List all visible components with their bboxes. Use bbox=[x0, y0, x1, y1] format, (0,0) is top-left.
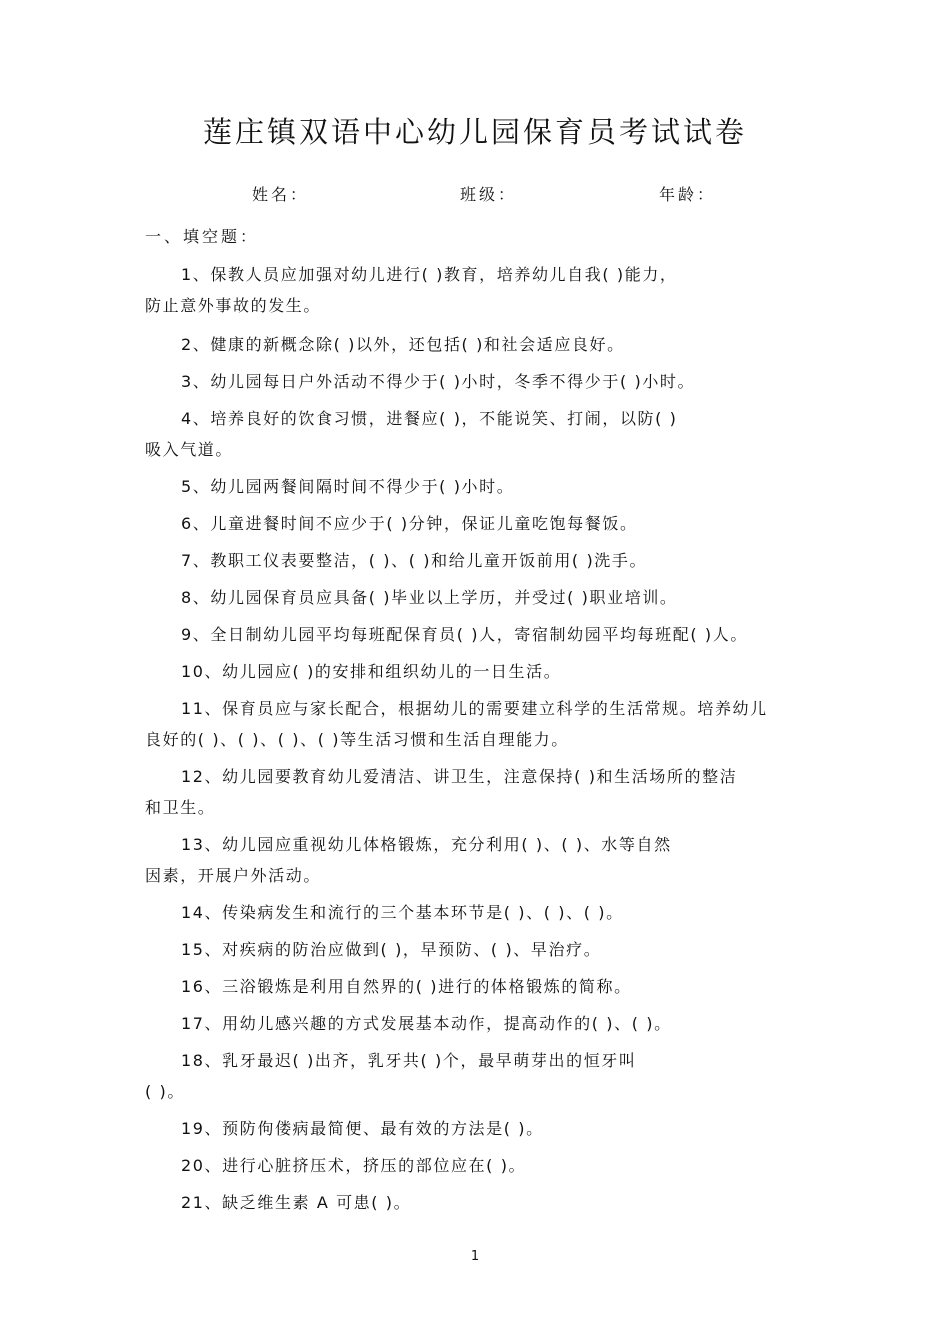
question-20 bbox=[145, 1150, 815, 1181]
question-10 bbox=[145, 656, 815, 687]
question-12 bbox=[145, 761, 815, 823]
question-text: 1、保教人员应加强对幼儿进行( )教育，培养幼儿自我( )能力， bbox=[181, 265, 678, 284]
question-15 bbox=[145, 934, 815, 965]
page-title: 莲庄镇双语中心幼儿园保育员考试试卷 bbox=[202, 115, 747, 149]
question-text: 11、保育员应与家长配合，根据幼儿的需要建立科学的生活常规。培养幼儿 bbox=[181, 699, 768, 718]
question-text: 3、幼儿园每日户外活动不得少于( )小时，冬季不得少于( )小时。 bbox=[181, 372, 696, 391]
page-number: 1 bbox=[470, 1249, 480, 1264]
question-text: 13、幼儿园应重视幼儿体格锻炼，充分利用( )、( )、水等自然 bbox=[181, 835, 672, 854]
question-6 bbox=[145, 508, 815, 539]
question-text: 19、预防佝偻病最简便、最有效的方法是( )。 bbox=[181, 1119, 544, 1138]
question-text: 4、培养良好的饮食习惯，进餐应( )，不能说笑、打闹，以防( ) bbox=[181, 409, 678, 428]
class-field-label: 班级： bbox=[460, 185, 518, 204]
question-text: 17、用幼儿感兴趣的方式发展基本动作，提高动作的( )、( )。 bbox=[181, 1014, 672, 1033]
question-text: 7、教职工仪表要整洁，( )、( )和给儿童开饭前用( )洗手。 bbox=[181, 551, 648, 570]
question-text-continued: ( )。 bbox=[145, 1082, 185, 1101]
question-text: 12、幼儿园要教育幼儿爱清洁、讲卫生，注意保持( )和生活场所的整洁 bbox=[181, 767, 738, 786]
question-text-continued: 吸入气道。 bbox=[145, 440, 234, 459]
question-19 bbox=[145, 1113, 815, 1144]
age-field-label: 年龄： bbox=[659, 185, 717, 204]
question-1 bbox=[145, 259, 815, 321]
question-9 bbox=[145, 619, 815, 650]
question-text-continued: 良好的( )、( )、( )、( )等生活习惯和生活自理能力。 bbox=[145, 730, 569, 749]
question-17 bbox=[145, 1008, 815, 1039]
question-21 bbox=[145, 1187, 815, 1218]
question-text: 8、幼儿园保育员应具备( )毕业以上学历，并受过( )职业培训。 bbox=[181, 588, 678, 607]
question-text: 20、进行心脏挤压术，挤压的部位应在( )。 bbox=[181, 1156, 527, 1175]
question-13 bbox=[145, 829, 815, 891]
question-text: 6、儿童进餐时间不应少于( )分钟，保证儿童吃饱每餐饭。 bbox=[181, 514, 638, 533]
question-text-continued: 因素，开展户外活动。 bbox=[145, 866, 322, 885]
question-text: 5、幼儿园两餐间隔时间不得少于( )小时。 bbox=[181, 477, 515, 496]
question-3 bbox=[145, 366, 815, 397]
question-text: 9、全日制幼儿园平均每班配保育员( )人，寄宿制幼园平均每班配( )人。 bbox=[181, 625, 748, 644]
question-16 bbox=[145, 971, 815, 1002]
question-4 bbox=[145, 403, 815, 465]
question-text: 14、传染病发生和流行的三个基本环节是( )、( )、( )。 bbox=[181, 903, 624, 922]
question-text: 18、乳牙最迟( )出齐，乳牙共( )个，最早萌芽出的恒牙叫 bbox=[181, 1051, 637, 1070]
question-text: 21、缺乏维生素 A 可患( )。 bbox=[181, 1193, 412, 1212]
question-text: 15、对疾病的防治应做到( )，早预防、( )、早治疗。 bbox=[181, 940, 602, 959]
question-text-continued: 和卫生。 bbox=[145, 798, 216, 817]
question-2 bbox=[145, 329, 815, 360]
question-11 bbox=[145, 693, 815, 755]
question-text: 2、健康的新概念除( )以外，还包括( )和社会适应良好。 bbox=[181, 335, 625, 354]
name-field-label: 姓名： bbox=[252, 185, 310, 204]
question-7 bbox=[145, 545, 815, 576]
question-18 bbox=[145, 1045, 815, 1107]
question-text: 10、幼儿园应( )的安排和组织幼儿的一日生活。 bbox=[181, 662, 562, 681]
section-heading-fill-blank: 一、填空题： bbox=[145, 227, 260, 246]
question-5 bbox=[145, 471, 815, 502]
question-text-continued: 防止意外事故的发生。 bbox=[145, 296, 322, 315]
question-8 bbox=[145, 582, 815, 613]
question-text: 16、三浴锻炼是利用自然界的( )进行的体格锻炼的简称。 bbox=[181, 977, 632, 996]
question-14 bbox=[145, 897, 815, 928]
